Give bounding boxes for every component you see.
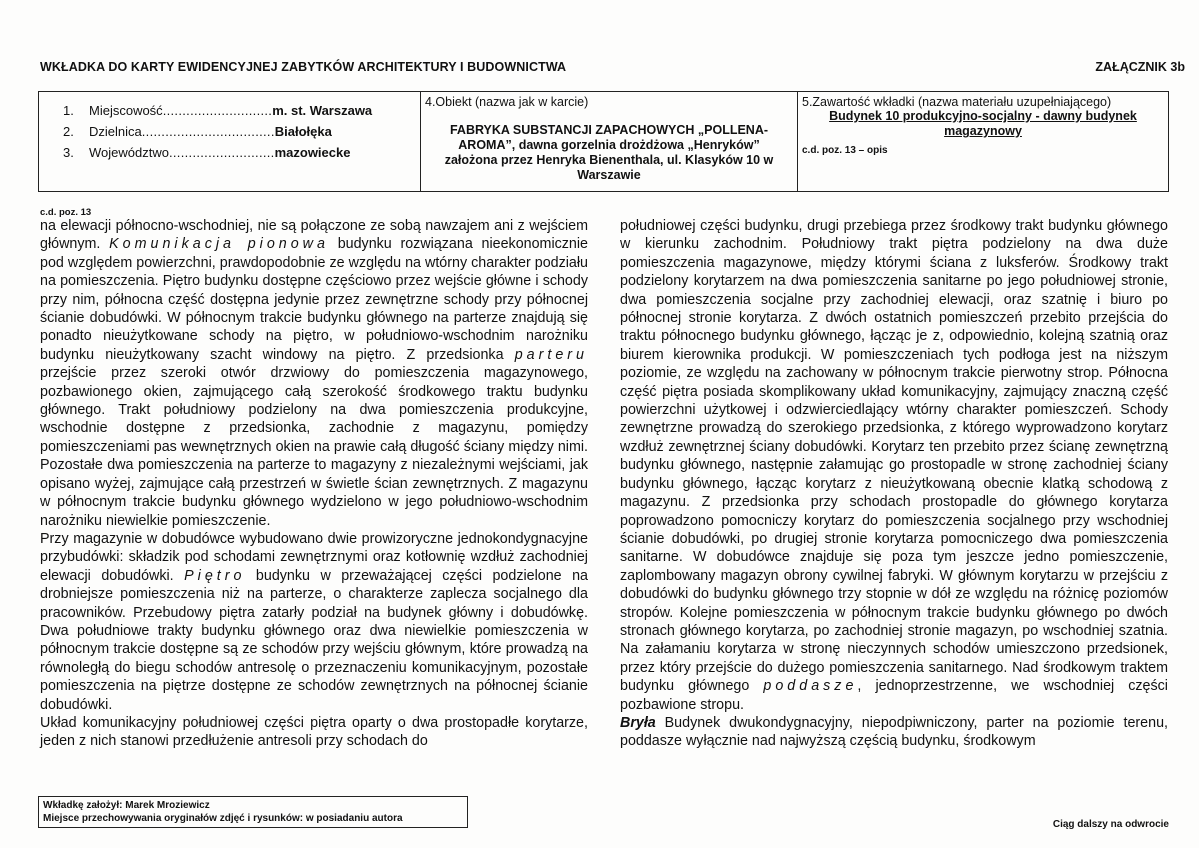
object-cell xyxy=(421,92,798,191)
spaced-term: poddasze xyxy=(763,678,858,695)
paragraph: na elewacji północno-wschodniej, nie są połączone ze sobą nawzajem ani z wejściem głównym. Komunikacja pionowa budynku rozwiązana nieekonomicznie pod względem powierzchni, prawdopodobnie ze względu na wtórny charakter podziału na pomieszczenia. Piętro budynku dostępne częściowo przez wejście główne i schody przy nim, północna część dostępna jedynie przez zewnętrzne schody przy północnej ścianie dobudówki. W północnym trakcie budynku głównego na parterze znajdują się ponadto nieużytkowane schody na piętro, w południowo-wschodnim narożniku budynku nieużytkowany szacht windowy na piętro. Z przedsionka parteru przejście przez szeroki otwór drzwiowy do pomieszczenia magazynowego, pozbawionego okien, zajmującego całą szerokość środkowego traktu budynku głównego. Trakt południowy podzielony na dwa pomieszczenia produkcyjne, wschodnie dostępne z przedsionka, zachodnie z magazynu, pomiędzy pomieszczeniami pas wewnętrznych okien na prawie całą długość ściany między nimi. Pozostałe dwa pomieszczenia na parterze to magazyny z niezależnymi wejściami, jak opisano wyżej, zajmujące całą przestrzeń w świetle ścian zewnętrznych. Z magazynu w północnym trakcie budynku głównego wydzielono w jego południowo-wschodnim narożniku niewielkie pomieszczenie. xyxy=(40,218,589,529)
spaced-term: Komunikacja pionowa xyxy=(109,236,329,253)
location-value: mazowiecke xyxy=(274,145,351,160)
contents-label: 5.Zawartość wkładki (nazwa materiału uzupełniającego) xyxy=(802,95,1112,109)
spaced-term: Piętro xyxy=(184,567,246,584)
object-name: FABRYKA SUBSTANCJI ZAPACHOWYCH „POLLENA-AROMA”, dawna gorzelnia drożdżowa „Henryków” założona przez Henryka Bienenthala, ul. Klasyków 10 w Warszawie xyxy=(444,123,774,182)
object-label: 4.Obiekt (nazwa jak w karcie) xyxy=(425,95,589,109)
paragraph: Bryła Budynek dwukondygnacyjny, niepodpiwniczony, parter na poziomie terenu, poddasze wyłącznie nad najwyższą częścią budynku, środkowym xyxy=(620,714,1168,750)
continued-note: Ciąg dalszy na odwrocie xyxy=(1052,819,1169,830)
location-value: Białołęka xyxy=(274,124,332,139)
annex-label: ZAŁĄCZNIK 3b xyxy=(1095,60,1185,74)
footer-info-box xyxy=(38,796,468,828)
right-text-column xyxy=(620,217,1168,751)
paragraph: południowej części budynku, drugi przebiega przez środkowy trakt budynku głównego w kierunku zachodnim. Południowy trakt piętra podzielony na dwa duże pomieszczenia magazynowe, między którymi ściana z luksferów. Środkowy trakt podzielony korytarzem na dwa pomieszczenia sanitarne po jego południowej stronie, dwa pomieszczenia socjalne przy zachodniej elewacji, oraz szatnię i biuro po północnej stronie korytarza. Z dwóch ostatnich pomieszczeń przebito przejścia do traktu północnego budynku głównego, łącząc je z, odpowiednio, kolejną szatnią oraz biurem kierownika produkcji. W pomieszczeniach tych podłoga jest na niższym poziomie, ze względu na zachowany w północnym trakcie pierwotny strop. Północna część piętra posiada skomplikowany układ komunikacyjny, zajmujący znaczną część powierzchni użytkowej i odzwierciedlający wtórny charakter pomieszczeń. Schody zewnętrzne prowadzą do szerokiego przedsionka, z którego wyprowadzono korytarz wzdłuż zewnętrznej ściany dobudówki. Korytarz ten przebito przez ścianę zewnętrzną budynku głównego, następnie załamując go prostopadle w stronę zachodniej ściany budynku głównego, łącząc korytarz z nieużytkowaną obecnie klatką schodową z magazynu. Z przedsionka przy schodach prostopadle do głównego korytarza poprowadzono pomocniczy korytarz do pomieszczenia socjalnego przy wschodniej ścianie dobudówki, po drugiej stronie korytarza pomocniczego dwa pomieszczenia sanitarne. W dobudówce znajduje się poza tym jeszcze jedno pomieszczenie, zaplombowany magazyn obrony cywilnej fabryki. W głównym korytarzu w przejściu z dobudówki do budynku głównego trzy stopnie w dół ze względu na różnicę poziomów stropów. Kolejne pomieszczenia w północnym trakcie budynku głównego po dwóch stronach głównego korytarza, po zachodniej stronie magazyn, po wschodniej szatnia. Na załamaniu korytarza w stronę nieczynnych schodów umieszczono przedsionek, przez który przejście do dużego pomieszczenia sanitarnego. Nad środkowym traktem budynku głównego poddasze, jednoprzestrzenne, we wschodniej części pozbawione stropu. xyxy=(620,218,1168,713)
location-row: 3. Województwo...........................mazowiecke xyxy=(63,145,351,160)
location-cell xyxy=(39,92,421,191)
section-label: Bryła xyxy=(620,714,656,731)
spaced-term: parteru xyxy=(514,346,588,363)
storage-line: Miejsce przechowywania oryginałów zdjęć i rysunków: w posiadaniu autora xyxy=(43,813,403,824)
location-row: 2. Dzielnica..................................Białołęka xyxy=(63,124,332,139)
location-value: m. st. Warszawa xyxy=(272,103,373,118)
author-line: Wkładkę założył: Marek Mroziewicz xyxy=(43,800,210,811)
contents-note: c.d. poz. 13 – opis xyxy=(802,145,888,156)
document-title: WKŁADKA DO KARTY EWIDENCYJNEJ ZABYTKÓW ARCHITEKTURY I BUDOWNICTWA xyxy=(40,60,567,74)
header-table xyxy=(38,91,1169,192)
column-note: c.d. poz. 13 xyxy=(40,207,92,218)
location-row: 1. Miejscowość............................m. st. Warszawa xyxy=(63,103,373,118)
paragraph: Układ komunikacyjny południowej części piętra oparty o dwa prostopadłe korytarze, jeden z nich stanowi przedłużenie antresoli przy schodach do xyxy=(40,714,588,750)
left-text-column xyxy=(40,217,588,751)
contents-title: Budynek 10 produkcyjno-socjalny - dawny budynek magazynowy xyxy=(829,109,1137,138)
paragraph: Przy magazynie w dobudówce wybudowano dwie prowizoryczne jednokondygnacyjne przybudówki: składzik pod schodami zewnętrznymi oraz kotłownię wzdłuż zachodniej elewacji dobudówki. Piętro budynku w przeważającej części podzielone na drobniejsze pomieszczenia niż na parterze, o charakterze zaplecza socjalnego dla pracowników. Przebudowy piętra zatarły podział na budynek główny i dobudówkę. Dwa południowe trakty budynku głównego oraz dwa niewielkie pomieszczenia w północnym trakcie dostępne są ze schodów przy wejściu głównym, które prowadzą na równoległą do biegu schodów antresolę o przeznaczeniu komunikacyjnym, pozostałe pomieszczenia na piętrze dostępne ze schodów zewnętrznych na północnej ścianie dobudówki. xyxy=(40,530,588,713)
contents-cell xyxy=(798,92,1168,191)
